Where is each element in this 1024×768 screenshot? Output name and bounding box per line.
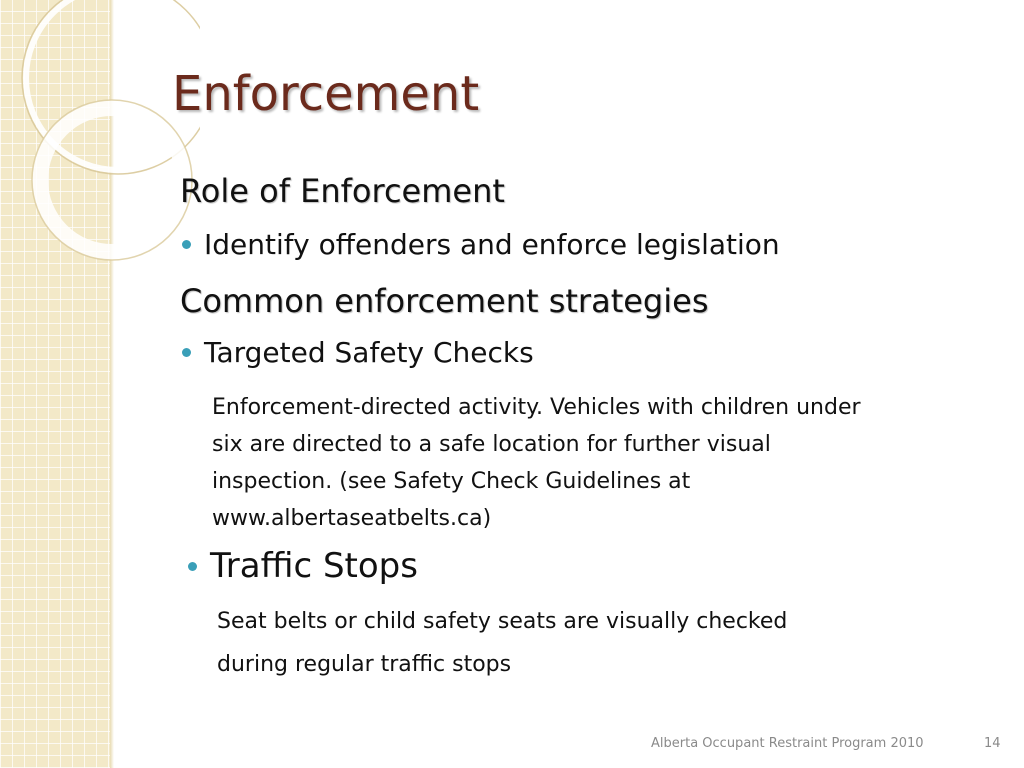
footer-program-name: Alberta Occupant Restraint Program 2010 xyxy=(651,736,924,751)
lower-ring xyxy=(40,108,184,252)
slide-page-number: 14 xyxy=(984,736,1001,751)
description-line: six are directed to a safe location for further visual xyxy=(212,432,771,457)
bullet-identify-offenders xyxy=(182,228,780,261)
bullet-dot-icon xyxy=(188,562,197,571)
description-line: Seat belts or child safety seats are visually checked xyxy=(217,609,788,634)
safety-checks-description xyxy=(212,389,992,537)
bullet-targeted-safety-checks xyxy=(182,336,534,369)
description-line: Enforcement-directed activity. Vehicles with children under xyxy=(212,395,861,420)
bullet-text: Targeted Safety Checks xyxy=(204,336,534,369)
section-heading-role: Role of Enforcement xyxy=(180,172,505,210)
bullet-dot-icon xyxy=(182,348,191,357)
description-line: www.albertaseatbelts.ca) xyxy=(212,506,492,531)
description-line: during regular traffic stops xyxy=(217,652,512,677)
decorative-rings-graphic xyxy=(0,0,200,300)
bullet-text: Traffic Stops xyxy=(210,546,418,586)
traffic-stops-description xyxy=(217,600,977,686)
bullet-traffic-stops xyxy=(188,546,418,586)
description-line: inspection. (see Safety Check Guidelines at xyxy=(212,469,691,494)
slide-title: Enforcement xyxy=(172,66,480,122)
section-heading-strategies: Common enforcement strategies xyxy=(180,282,709,320)
bullet-dot-icon xyxy=(182,240,191,249)
bullet-text: Identify offenders and enforce legislation xyxy=(204,228,780,261)
